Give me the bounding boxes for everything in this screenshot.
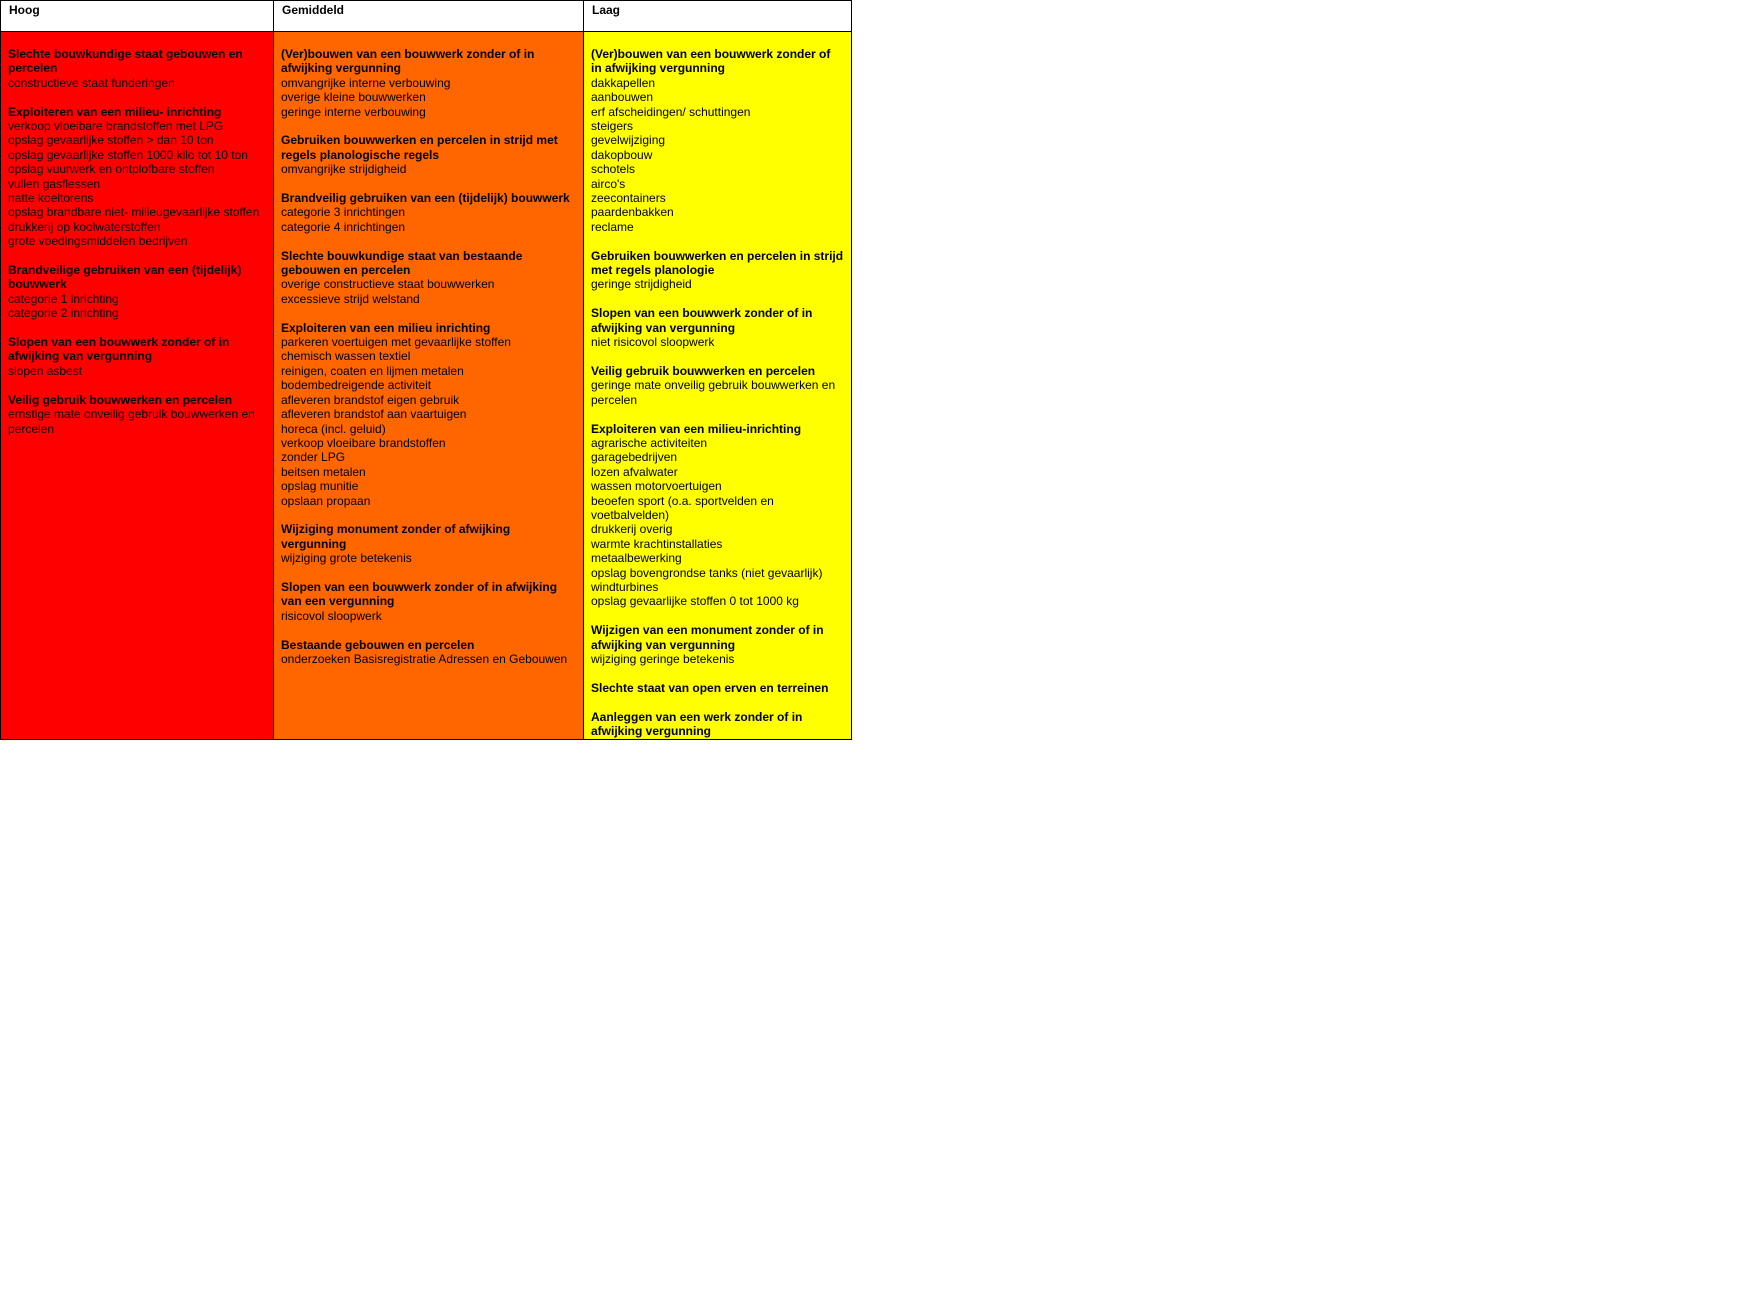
section-item: onderzoeken Basisregistratie Adressen en Gebouwen <box>281 651 568 666</box>
section <box>8 105 266 249</box>
section-item: airco's <box>591 176 626 191</box>
section-title: Slechte bouwkundige staat gebouwen en percelen <box>8 47 243 76</box>
section-title: Veilig gebruik bouwwerken en percelen <box>591 363 816 378</box>
section-item: dakopbouw <box>591 147 653 162</box>
section-item: ernstige mate onveilig gebruik bouwwerken en percelen <box>8 407 255 436</box>
section-item: chemisch wassen textiel <box>281 349 411 364</box>
section-title: Exploiteren van een milieu- inrichting <box>8 104 222 119</box>
section-item: vullen gasflessen <box>8 176 101 191</box>
column-medium <box>273 31 584 740</box>
section-title: (Ver)bouwen van een bouwwerk zonder of in afwijking vergunning <box>591 47 831 76</box>
section-item: categorie 4 inrichtingen <box>281 219 406 234</box>
section-title: (Ver)bouwen van een bouwwerk zonder of in afwijking vergunning <box>281 47 535 76</box>
section <box>591 249 844 292</box>
section-title: Veilig gebruik bouwwerken en percelen <box>8 392 233 407</box>
section-item: garagebedrijven <box>591 450 678 465</box>
header-high: Hoog <box>0 0 274 31</box>
section <box>281 249 576 307</box>
section <box>591 681 844 695</box>
section-title: Brandveilige gebruiken van een (tijdelijk) bouwwerk <box>8 263 242 292</box>
section <box>281 580 576 623</box>
section-item: steigers <box>591 119 634 134</box>
section-item: reclame <box>591 219 634 234</box>
section <box>591 710 844 739</box>
section-item: zonder LPG <box>281 450 346 465</box>
section <box>281 321 576 508</box>
section-item: wijziging grote betekenis <box>281 551 412 566</box>
section-title: Exploiteren van een milieu inrichting <box>281 320 491 335</box>
section-item: omvangrijke interne verbouwing <box>281 75 451 90</box>
section <box>281 133 576 176</box>
section-item: wijziging geringe betekenis <box>591 651 735 666</box>
header-low: Laag <box>583 0 852 31</box>
section-item: windturbines <box>591 579 659 594</box>
section <box>591 47 844 234</box>
column-high <box>0 31 274 740</box>
section-item: geringe strijdigheid <box>591 277 692 292</box>
section-item: paardenbakken <box>591 205 674 220</box>
section-title: Slechte staat van open erven en terreinen <box>591 680 829 695</box>
section-title: Wijzigen van een monument zonder of in afwijking van vergunning <box>591 623 824 652</box>
section-item: beitsen metalen <box>281 464 366 479</box>
risk-table <box>0 0 852 740</box>
section-item: opslag gevaarlijke stoffen 0 tot 1000 kg <box>591 594 799 609</box>
section-title: Slopen van een bouwwerk zonder of in afwijking van een vergunning <box>281 579 558 609</box>
section <box>591 364 844 407</box>
section-item: verkoop vloeibare brandstoffen met LPG <box>8 119 224 134</box>
section <box>281 191 576 234</box>
section <box>281 47 576 119</box>
section-title: Slopen van een bouwwerk zonder of in afwijking van vergunning <box>8 335 230 364</box>
section-item: opslag bovengrondse tanks (niet gevaarlijk) <box>591 565 823 580</box>
section-item: erf afscheidingen/ schuttingen <box>591 104 751 119</box>
section-item: warmte krachtinstallaties <box>591 536 723 551</box>
section-item: risicovol sloopwerk <box>281 608 382 623</box>
section <box>591 623 844 666</box>
section <box>281 522 576 565</box>
section-title: Slechte bouwkundige staat van bestaande gebouwen en percelen <box>281 248 523 278</box>
section-item: schotels <box>591 162 636 177</box>
section-item: omvangrijke strijdigheid <box>281 162 407 177</box>
section-title: Gebruiken bouwwerken en percelen in strijd met regels planologie <box>591 248 844 278</box>
section-item: zeecontainers <box>591 191 666 206</box>
section-title: Bestaande gebouwen en percelen <box>281 637 475 652</box>
section-item: categorie 3 inrichtingen <box>281 205 406 220</box>
section-item: opslag gevaarlijke stoffen 1000 kilo tot 10 ton <box>8 147 248 162</box>
section <box>591 306 844 349</box>
section-item: excessieve strijd welstand <box>281 291 420 306</box>
section-item: lozen afvalwater <box>591 464 678 479</box>
section-item: metaalbewerking <box>591 551 682 566</box>
section <box>8 335 266 378</box>
section-item: wassen motorvoertuigen <box>591 479 722 494</box>
section-title: Exploiteren van een milieu-inrichting <box>591 421 802 436</box>
section-item: beoefen sport (o.a. sportvelden en voetbalvelden) <box>591 493 774 522</box>
section-title: Aanleggen van een werk zonder of in afwijking vergunning <box>591 709 803 738</box>
section-item: slopen asbest <box>8 363 83 378</box>
section <box>8 47 266 90</box>
section-item: geringe interne verbouwing <box>281 104 426 119</box>
section <box>8 263 266 321</box>
section-item: bodembedreigende activiteit <box>281 378 432 393</box>
section-item: afleveren brandstof aan vaartuigen <box>281 407 467 422</box>
section-item: agrarische activiteiten <box>591 435 708 450</box>
section-item: aanbouwen <box>591 90 654 105</box>
section <box>8 393 266 436</box>
section-item: reinigen, coaten en lijmen metalen <box>281 363 464 378</box>
section-item: opslag brandbare niet- milieugevaarlijke stoffen <box>8 205 260 220</box>
section-item: niet risicovol sloopwerk <box>591 335 715 350</box>
section-item: geringe mate onveilig gebruik bouwwerken en percelen <box>591 378 836 407</box>
section-item: horeca (incl. geluid) <box>281 421 386 436</box>
section-item: grote voedingsmiddelen bedrijven <box>8 234 188 249</box>
section-item: drukkerij overig <box>591 522 673 537</box>
section-item: drukkerij op koolwaterstoffen <box>8 219 161 234</box>
section-item: overige constructieve staat bouwwerken <box>281 277 495 292</box>
section <box>281 638 576 667</box>
section <box>591 422 844 609</box>
section-item: opslaan propaan <box>281 493 371 508</box>
section-item: categorie 2 inrichting <box>8 306 119 321</box>
section-item: gevelwijziging <box>591 133 666 148</box>
section-item: verkoop vloeibare brandstoffen <box>281 435 446 450</box>
section-title: Slopen van een bouwwerk zonder of in afwijking van vergunning <box>591 306 813 335</box>
section-item: opslag gevaarlijke stoffen > dan 10 ton <box>8 133 214 148</box>
section-item: opslag vuurwerk en ontplofbare stoffen <box>8 162 215 177</box>
section-title: Wijziging monument zonder of afwijking vergunning <box>281 522 511 551</box>
section-title: Gebruiken bouwwerken en percelen in strijd met regels planologische regels <box>281 133 558 162</box>
section-item: overige kleine bouwwerken <box>281 90 426 105</box>
section-item: constructieve staat funderingen <box>8 75 175 90</box>
column-low <box>583 31 852 740</box>
section-item: parkeren voertuigen met gevaarlijke stoffen <box>281 335 511 350</box>
header-medium: Gemiddeld <box>273 0 584 31</box>
section-item: opslag munitie <box>281 479 359 494</box>
section-title: Brandveilig gebruiken van een (tijdelijk) bouwwerk <box>281 191 570 206</box>
section-item: afleveren brandstof eigen gebruik <box>281 392 460 407</box>
section-item: natte koeltorens <box>8 191 94 206</box>
section-item: categorie 1 inrichting <box>8 291 119 306</box>
section-item: dakkapellen <box>591 75 656 90</box>
